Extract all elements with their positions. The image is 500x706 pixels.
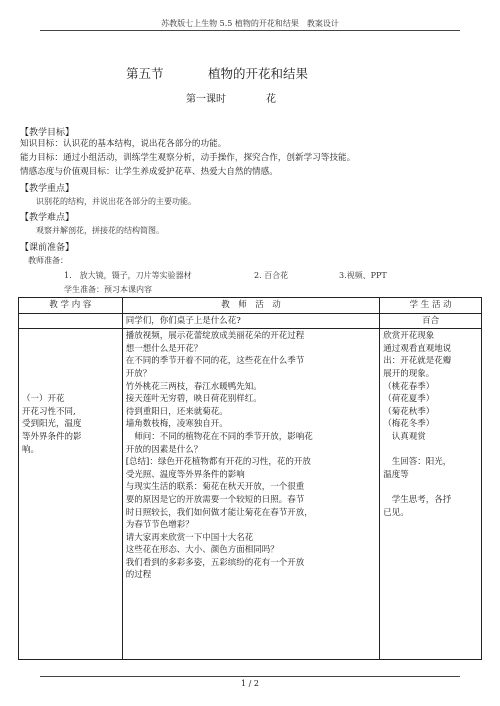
teacher-line: 请大家再来欣赏一下中国十大名花: [125, 532, 254, 543]
difficulties-text: 观察并解剖花，拼接花的结构简图。: [36, 226, 164, 235]
page-title: 植物的开花和结果: [208, 66, 309, 81]
teacher-line: 与现实生活的联系：菊花在秋天开放，一个很重: [125, 482, 305, 493]
student-line: 学生思考，各抒: [383, 494, 452, 505]
key-points-heading: 【教学重点】: [20, 184, 75, 194]
preparation-heading: 【课前准备】: [20, 243, 75, 253]
teacher-line: 要的原因是它的开放需要一个较短的日照。春节: [125, 494, 305, 505]
student-line: 欣赏开花现象: [383, 331, 435, 342]
teacher-line: 我们看到的多彩多姿，五彩缤纷的花有一个开放: [125, 557, 305, 568]
student-line: 温度等: [383, 469, 409, 480]
student-line: 已见。: [383, 507, 409, 518]
prep-item-media: 3.视频、PPT: [339, 271, 387, 280]
student-line: 展开的现象。: [383, 368, 435, 379]
lesson-table: [18, 297, 482, 660]
student-line: 生回答：阳光，: [383, 457, 452, 468]
student-line: （桃花春季）: [383, 381, 435, 392]
student-line: 认真观赏: [383, 431, 426, 442]
goals-heading: 【教学目标】: [20, 128, 75, 138]
lesson-topic: 花: [266, 94, 276, 105]
teacher-line: 墙角数枝梅，凌寒独自开。: [125, 419, 228, 430]
teacher-line: 开放的因素是什么？: [125, 444, 203, 455]
teacher-line: 为春节节色增彩？: [125, 520, 194, 531]
teacher-line: 师问：不同的植物花在不同的季节开放，影响花: [125, 431, 313, 442]
footer-divider: [40, 676, 460, 677]
knowledge-goal: 知识目标：认识花的基本结构，说出花各部分的功能。: [20, 139, 227, 149]
prep-item-lily: 2. 百合花: [254, 271, 289, 280]
row2-student: [380, 329, 482, 660]
difficulties-heading: 【教学难点】: [20, 213, 75, 223]
emotion-goal: 情感态度与价值观目标：让学生养成爱护花草、热爱大自然的情感。: [20, 167, 278, 177]
student-prep: 学生准备：预习本课内容: [64, 285, 152, 294]
row2-teacher: [122, 329, 380, 660]
teacher-line: 开放？: [125, 368, 152, 379]
page-number: 1 / 2: [241, 679, 259, 688]
section-number: 第五节: [126, 66, 164, 81]
student-line: 通过观看直观地说: [383, 343, 452, 354]
row2-content: [19, 329, 123, 660]
content-line: 响。: [22, 444, 40, 455]
row1-student: 百合: [380, 313, 482, 329]
teacher-line: 受光照、温度等外界条件的影响: [125, 469, 245, 480]
student-line: （梅花冬季）: [383, 419, 435, 430]
student-line: （荷花夏季）: [383, 394, 435, 405]
teacher-line: 这些花在形态、大小、颜色方面相同吗？: [125, 545, 279, 556]
teacher-line: 竹外桃花三两枝，春江水暖鸭先知。: [125, 381, 262, 392]
ability-goal: 能力目标：通过小组活动，训练学生观察分析，动手操作，探究合作，创新学习等技能。: [20, 153, 356, 163]
table-header-row: [19, 298, 482, 314]
table-row: [19, 313, 482, 329]
teacher-prep-label: 教师准备：: [28, 256, 68, 265]
teacher-line: [总结]：绿色开花植物都有开花的习性，花的开放: [125, 457, 311, 468]
student-line: 出：开花就是花瓣: [383, 356, 452, 367]
header-student: 学 生 活 动: [380, 298, 482, 314]
teacher-line: 接天莲叶无穷碧，映日荷花别样红。: [125, 394, 262, 405]
content-line: 受到阳光，温度: [22, 419, 82, 430]
content-line: 等外界条件的影: [22, 431, 82, 442]
content-line: 开花习性不同,: [22, 406, 76, 417]
key-points-text: 识别花的结构，并说出花各部分的主要功能。: [36, 197, 196, 206]
row1-teacher: 同学们，你们桌子上是什么花?: [122, 313, 380, 329]
teacher-line: 的过程: [125, 570, 152, 581]
teacher-line: 播放视频，展示花蕾绽放成美丽花朵的开花过程: [125, 331, 305, 342]
table-row: [19, 329, 482, 660]
teacher-line: 待到重阳日，还来就菊花。: [125, 406, 228, 417]
prep-item-tools: 1. 放大镜，镊子，刀片等实验器材: [64, 271, 192, 280]
teacher-line: 在不同的季节开着不同的花，这些花在什么季节: [125, 356, 305, 367]
header-divider: [40, 30, 460, 31]
header-teacher: 教 师 活 动: [122, 298, 380, 314]
lesson-period: 第一课时: [186, 94, 226, 105]
teacher-line: 想一想什么是开花？: [125, 343, 203, 354]
teacher-line: 时日照较长，我们如何做才能让菊花在春节开放，: [125, 507, 313, 518]
header-content: 教 学 内 容: [19, 298, 123, 314]
page-header: 苏教版七上生物 5.5 植物的开花和结果 教案设计: [161, 19, 339, 28]
student-line: （菊花秋季）: [383, 406, 435, 417]
content-line: （一）开花: [22, 394, 65, 405]
row1-content: [19, 313, 123, 329]
